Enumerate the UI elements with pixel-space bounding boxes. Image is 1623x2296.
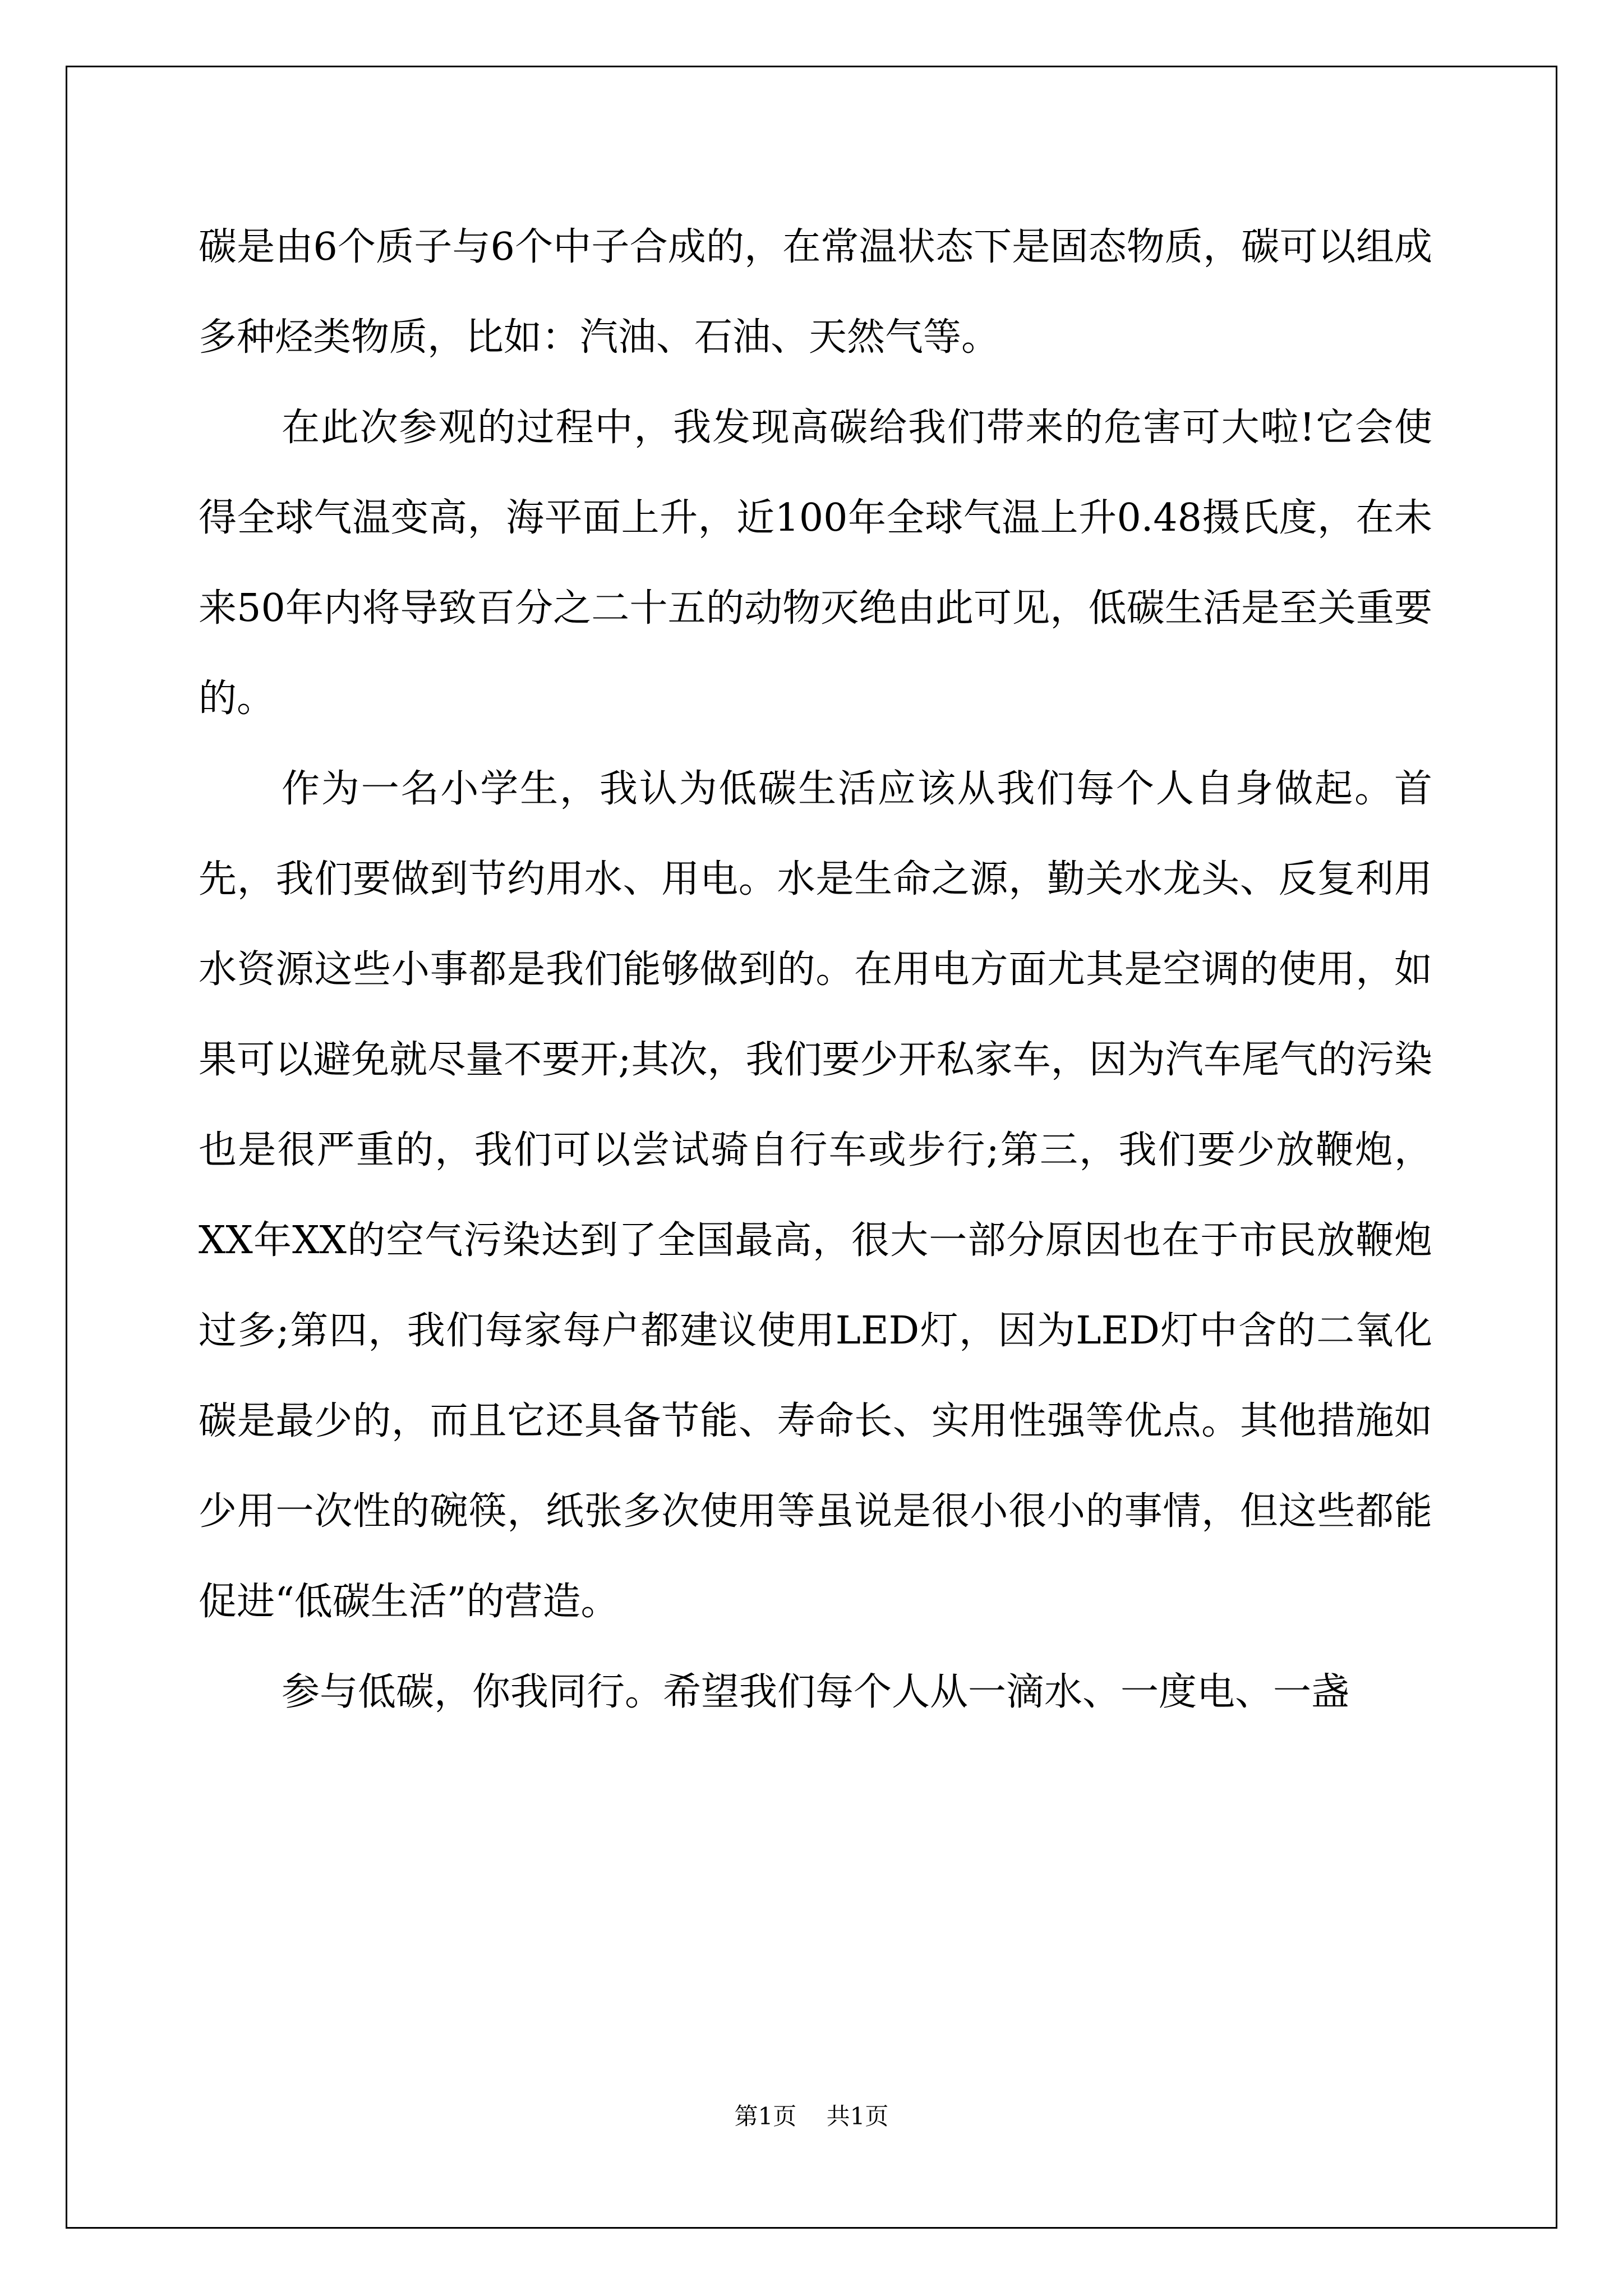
paragraph-3: 作为一名小学生，我认为低碳生活应该从我们每个人自身做起。首先，我们要做到节约用水、用电。水是生命之源，勤关水龙头、反复利用水资源这些小事都是我们能够做到的。在用电方面尤其是空调的使用，如果可以避免就尽量不要开;其次，我们要少开私家车，因为汽车尾气的污染也是很严重的，我们可以尝试骑自行车或步行;第三，我们要少放鞭炮，XX年XX的空气污染达到了全国最高，很大一部分原因也在于市民放鞭炮过多;第四，我们每家每户都建议使用LED灯，因为LED灯中含的二氧化碳是最少的，而且它还具备节能、寿命长、实用性强等优点。其他措施如少用一次性的碗筷，纸张多次使用等虽说是很小很小的事情，但这些都能促进“低碳生活”的营造。 <box>199 767 1432 1624</box>
paragraph-2: 在此次参观的过程中，我发现高碳给我们带来的危害可大啦!它会使得全球气温变高，海平面上升，近100年全球气温上升0.48摄氏度，在未来50年内将导致百分之二十五的动物灭绝由此可见，低碳生活是至关重要的。 <box>199 406 1432 721</box>
document-body <box>199 202 1432 1737</box>
paragraph-1: 碳是由6个质子与6个中子合成的，在常温状态下是固态物质，碳可以组成多种烃类物质，比如：汽油、石油、天然气等。 <box>199 225 1432 360</box>
paragraph-4: 参与低碳，你我同行。希望我们每个人从一滴水、一度电、一盏 <box>282 1670 1350 1714</box>
page-footer <box>0 2098 1623 2132</box>
page-total: 共1页 <box>826 2102 889 2130</box>
page-number: 第1页 <box>734 2102 797 2130</box>
